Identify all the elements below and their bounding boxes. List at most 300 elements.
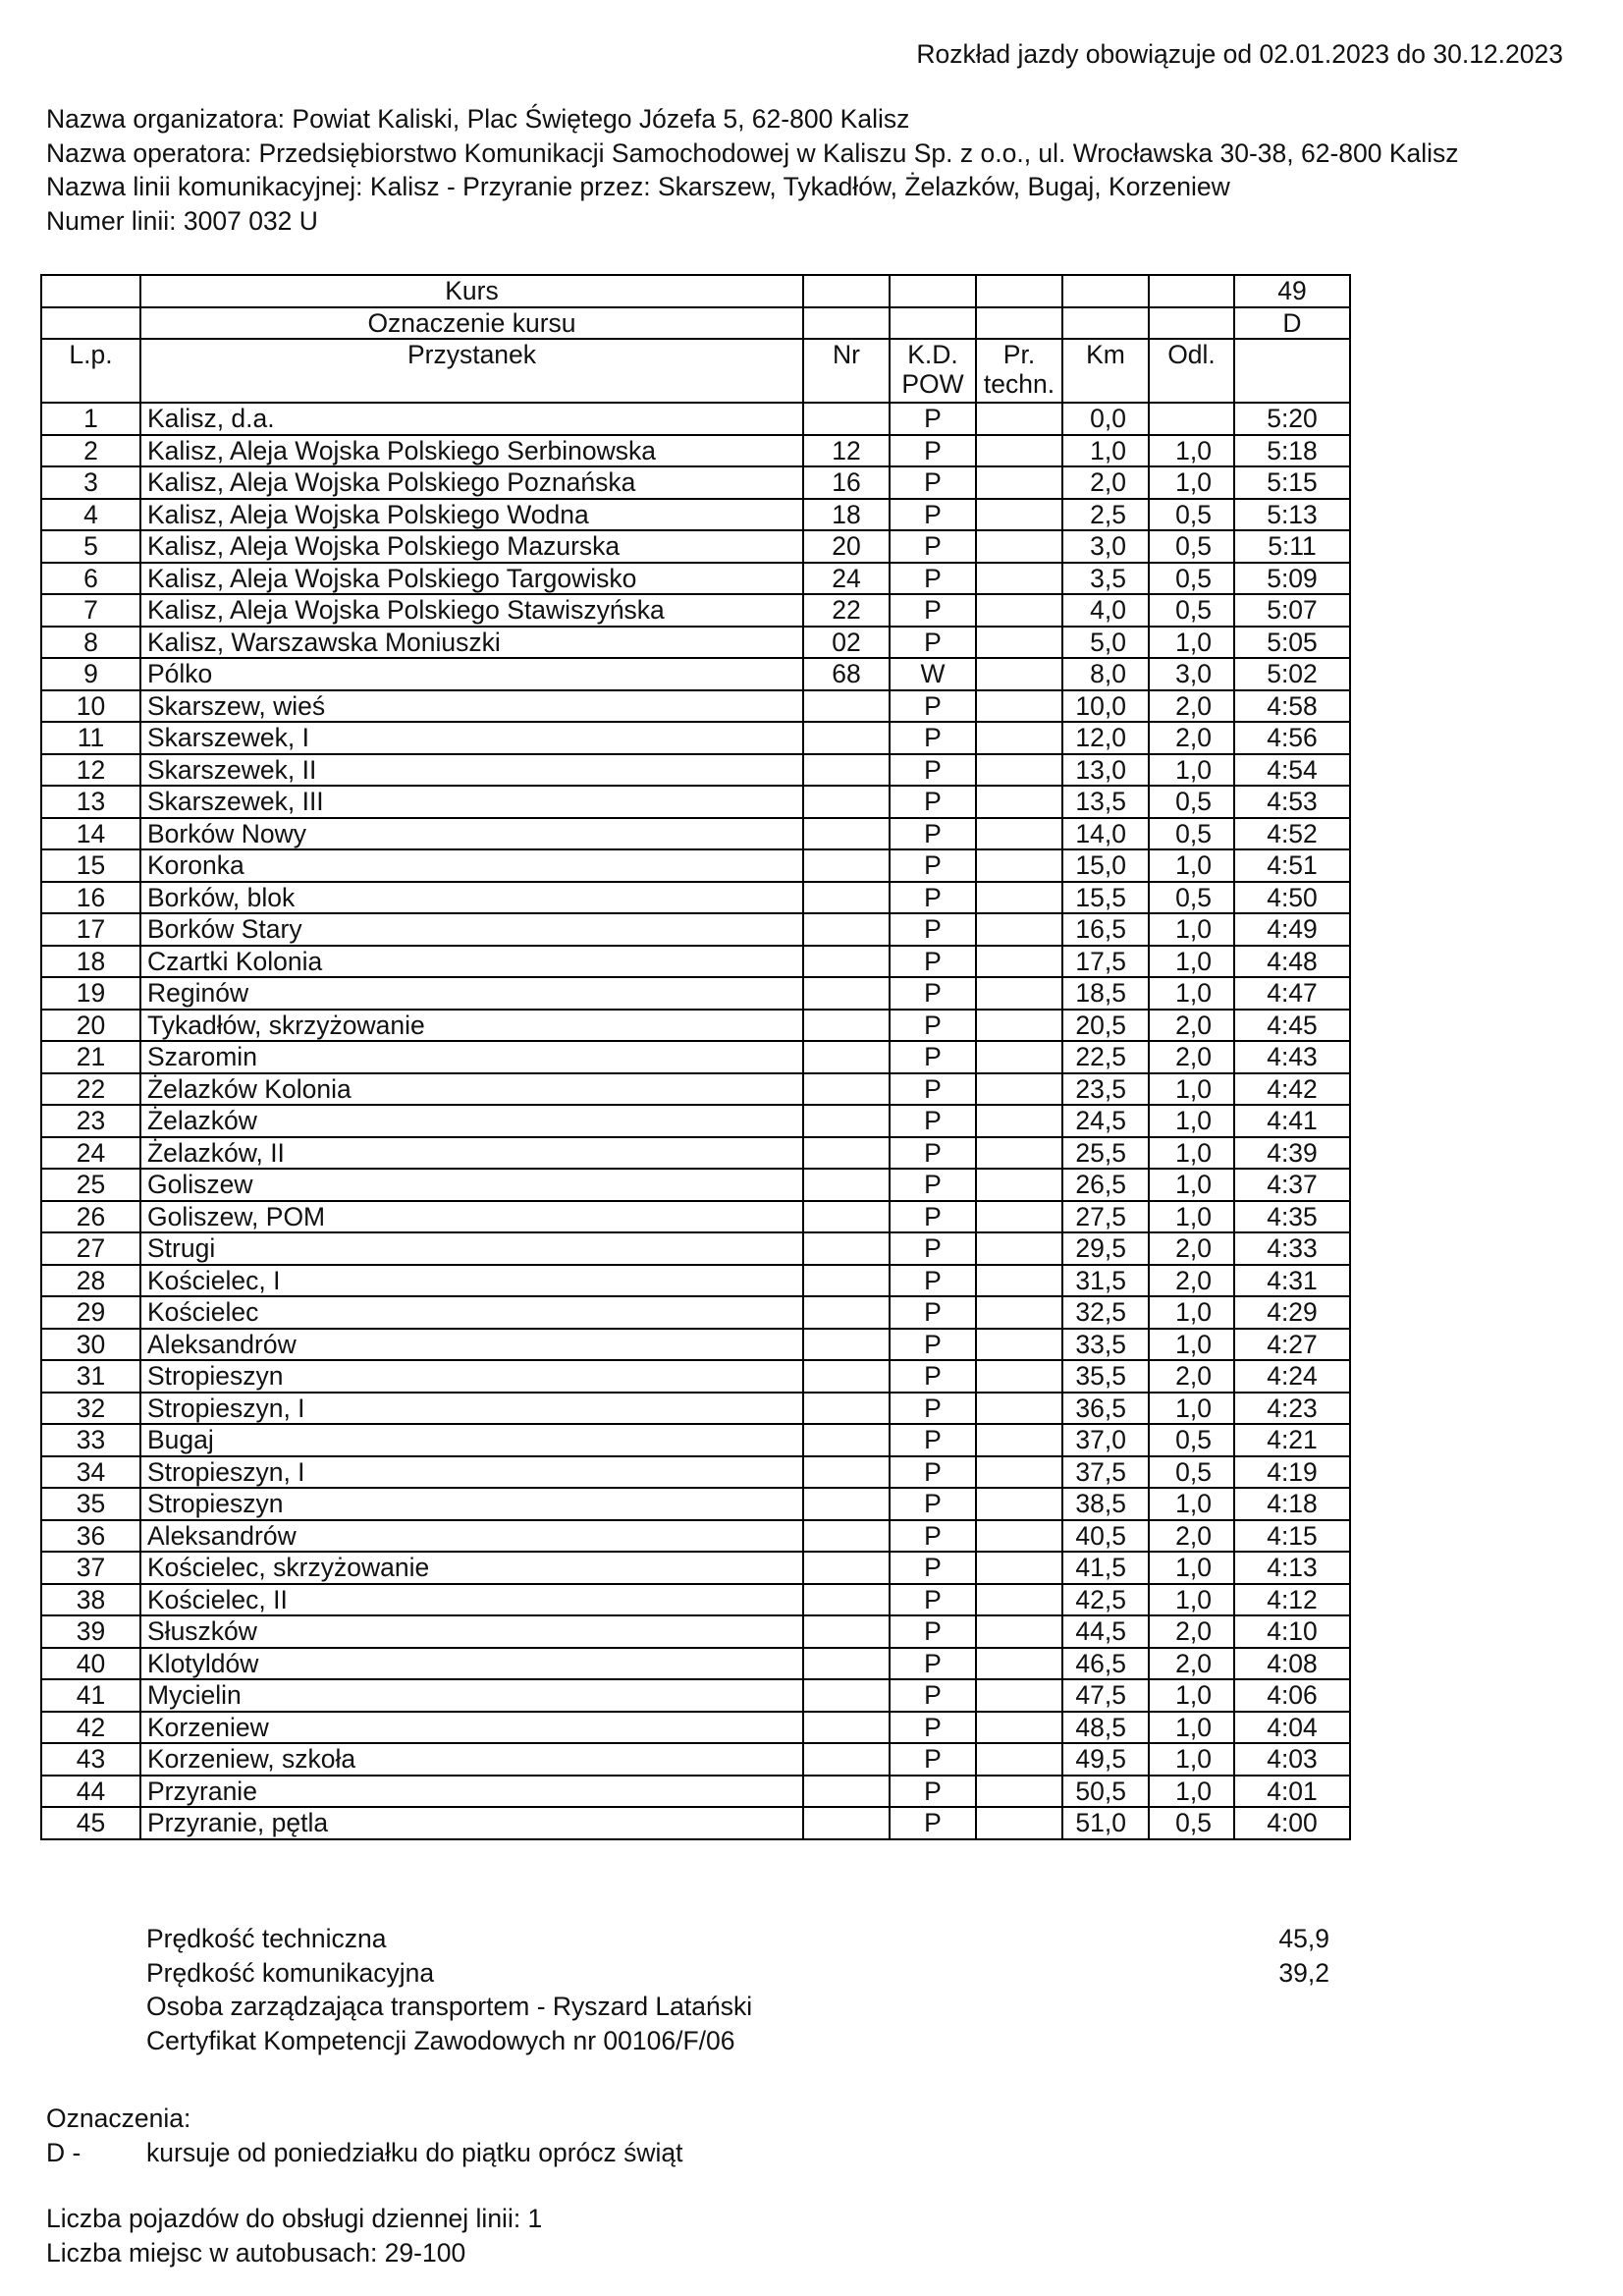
stop-lp: 6 — [41, 563, 140, 595]
stop-nr — [803, 1296, 890, 1329]
stop-pr — [976, 658, 1062, 690]
stop-lp: 36 — [41, 1520, 140, 1553]
stop-time: 5:11 — [1234, 530, 1350, 563]
stop-time: 4:41 — [1234, 1105, 1350, 1137]
stop-kd: P — [890, 1393, 976, 1425]
stop-pr — [976, 1776, 1062, 1808]
stop-pr — [976, 786, 1062, 818]
stop-kd: P — [890, 818, 976, 850]
stop-km: 16,5 — [1062, 913, 1149, 946]
stop-odl: 1,0 — [1149, 977, 1234, 1010]
stop-lp: 39 — [41, 1615, 140, 1648]
stop-name: Bugaj — [140, 1424, 803, 1456]
stop-odl: 1,0 — [1149, 849, 1234, 882]
stop-lp: 28 — [41, 1265, 140, 1297]
col-kd-line2: POW — [901, 369, 964, 399]
stop-odl: 2,0 — [1149, 1615, 1234, 1648]
stop-pr — [976, 1010, 1062, 1042]
stop-km: 27,5 — [1062, 1201, 1149, 1233]
stop-odl: 2,0 — [1149, 1520, 1234, 1553]
stop-pr — [976, 754, 1062, 787]
stop-time: 4:31 — [1234, 1265, 1350, 1297]
stop-nr: 02 — [803, 627, 890, 659]
col-odl-header: Odl. — [1149, 339, 1234, 403]
table-row — [41, 627, 1350, 659]
stop-nr: 68 — [803, 658, 890, 690]
stop-kd: P — [890, 1424, 976, 1456]
table-row — [41, 1776, 1350, 1808]
stop-odl: 2,0 — [1149, 722, 1234, 754]
stop-time: 5:18 — [1234, 435, 1350, 467]
stop-lp: 21 — [41, 1041, 140, 1073]
stop-lp: 15 — [41, 849, 140, 882]
stop-kd: P — [890, 435, 976, 467]
tech-speed-value: 45,9 — [1278, 1924, 1329, 1953]
stop-kd: P — [890, 1137, 976, 1170]
stop-kd: P — [890, 1073, 976, 1106]
stop-time: 5:20 — [1234, 403, 1350, 435]
stop-kd: P — [890, 1679, 976, 1712]
stop-name: Aleksandrów — [140, 1329, 803, 1361]
table-row — [41, 1456, 1350, 1489]
stop-pr — [976, 1169, 1062, 1201]
table-row — [41, 1424, 1350, 1456]
table-row — [41, 882, 1350, 914]
stop-nr — [803, 1648, 890, 1680]
stop-km: 29,5 — [1062, 1232, 1149, 1265]
stop-name: Kościelec, skrzyżowanie — [140, 1552, 803, 1584]
stop-odl: 0,5 — [1149, 1456, 1234, 1489]
col-pr-line2: techn. — [983, 369, 1055, 399]
stop-time: 4:58 — [1234, 690, 1350, 723]
stop-kd: P — [890, 1232, 976, 1265]
table-row — [41, 1648, 1350, 1680]
stop-name: Tykadłów, skrzyżowanie — [140, 1010, 803, 1042]
stop-time: 4:52 — [1234, 818, 1350, 850]
stop-odl: 0,5 — [1149, 818, 1234, 850]
stop-km: 3,0 — [1062, 530, 1149, 563]
stop-lp: 11 — [41, 722, 140, 754]
stop-nr — [803, 1073, 890, 1106]
stop-odl: 1,0 — [1149, 946, 1234, 978]
stop-lp: 31 — [41, 1360, 140, 1393]
stop-km: 44,5 — [1062, 1615, 1149, 1648]
stop-lp: 26 — [41, 1201, 140, 1233]
stop-time: 4:33 — [1234, 1232, 1350, 1265]
stop-km: 18,5 — [1062, 977, 1149, 1010]
table-row — [41, 818, 1350, 850]
stop-time: 4:50 — [1234, 882, 1350, 914]
stop-kd: P — [890, 1584, 976, 1616]
stop-lp: 19 — [41, 977, 140, 1010]
stop-nr — [803, 1169, 890, 1201]
stop-name: Kalisz, Aleja Wojska Polskiego Stawiszyńska — [140, 594, 803, 627]
table-row — [41, 1584, 1350, 1616]
stop-kd: P — [890, 1807, 976, 1839]
stop-nr — [803, 1807, 890, 1839]
stop-pr — [976, 530, 1062, 563]
stop-lp: 22 — [41, 1073, 140, 1106]
stop-kd: P — [890, 1488, 976, 1520]
stop-km: 13,5 — [1062, 786, 1149, 818]
stop-time: 4:04 — [1234, 1712, 1350, 1744]
stop-odl — [1149, 403, 1234, 435]
certificate: Certyfikat Kompetencji Zawodowych nr 00106/F/06 — [146, 2025, 735, 2055]
stop-kd: P — [890, 1456, 976, 1489]
stop-km: 51,0 — [1062, 1807, 1149, 1839]
stop-odl: 1,0 — [1149, 754, 1234, 787]
oznaczenie-value: D — [1234, 307, 1350, 340]
markings — [46, 2102, 683, 2169]
stop-kd: P — [890, 1552, 976, 1584]
stop-odl: 2,0 — [1149, 1010, 1234, 1042]
stop-km: 38,5 — [1062, 1488, 1149, 1520]
stop-pr — [976, 1265, 1062, 1297]
oznaczenie-row — [41, 307, 1350, 340]
stop-name: Żelazków, II — [140, 1137, 803, 1170]
stop-time: 4:43 — [1234, 1041, 1350, 1073]
stop-kd: P — [890, 849, 976, 882]
stop-km: 15,5 — [1062, 882, 1149, 914]
tech-speed-label: Prędkość techniczna — [146, 1924, 387, 1953]
stop-name: Korzeniew, szkoła — [140, 1743, 803, 1776]
stop-pr — [976, 977, 1062, 1010]
kurs-label: Kurs — [140, 275, 803, 307]
stop-nr — [803, 1584, 890, 1616]
fleet-info — [46, 2202, 542, 2269]
stop-name: Klotyldów — [140, 1648, 803, 1680]
stop-nr — [803, 1679, 890, 1712]
stop-km: 40,5 — [1062, 1520, 1149, 1553]
table-row — [41, 1169, 1350, 1201]
stop-km: 20,5 — [1062, 1010, 1149, 1042]
stop-km: 36,5 — [1062, 1393, 1149, 1425]
table-row — [41, 1232, 1350, 1265]
stop-nr: 22 — [803, 594, 890, 627]
stop-time: 4:42 — [1234, 1073, 1350, 1106]
stop-km: 0,0 — [1062, 403, 1149, 435]
table-row — [41, 1488, 1350, 1520]
stop-time: 5:13 — [1234, 499, 1350, 531]
stop-nr — [803, 1329, 890, 1361]
stop-km: 3,5 — [1062, 563, 1149, 595]
stop-nr — [803, 913, 890, 946]
stop-km: 49,5 — [1062, 1743, 1149, 1776]
table-row — [41, 499, 1350, 531]
kurs-row — [41, 275, 1350, 307]
stop-odl: 1,0 — [1149, 1679, 1234, 1712]
table-row — [41, 466, 1350, 499]
stop-name: Kalisz, Aleja Wojska Polskiego Mazurska — [140, 530, 803, 563]
stop-time: 5:05 — [1234, 627, 1350, 659]
stop-lp: 24 — [41, 1137, 140, 1170]
stop-name: Goliszew — [140, 1169, 803, 1201]
table-row — [41, 849, 1350, 882]
stop-kd: P — [890, 499, 976, 531]
stop-kd: P — [890, 1776, 976, 1808]
stop-km: 10,0 — [1062, 690, 1149, 723]
stop-odl: 1,0 — [1149, 466, 1234, 499]
stop-lp: 12 — [41, 754, 140, 787]
stop-kd: P — [890, 530, 976, 563]
comm-speed-label: Prędkość komunikacyjna — [146, 1957, 435, 1988]
stop-name: Stropieszyn, I — [140, 1456, 803, 1489]
stop-km: 13,0 — [1062, 754, 1149, 787]
operator-line: Nazwa operatora: Przedsiębiorstwo Komunikacji Samochodowej w Kaliszu Sp. z o.o., ul. Wrocławska 30-38, 62-800 Kalisz — [46, 137, 1459, 168]
stop-nr — [803, 690, 890, 723]
stop-lp: 42 — [41, 1712, 140, 1744]
table-row — [41, 722, 1350, 754]
stop-time: 4:49 — [1234, 913, 1350, 946]
stop-name: Goliszew, POM — [140, 1201, 803, 1233]
stop-name: Słuszków — [140, 1615, 803, 1648]
stop-lp: 17 — [41, 913, 140, 946]
stop-name: Strugi — [140, 1232, 803, 1265]
stop-lp: 13 — [41, 786, 140, 818]
table-row — [41, 1712, 1350, 1744]
stop-lp: 40 — [41, 1648, 140, 1680]
stop-odl: 1,0 — [1149, 1073, 1234, 1106]
stop-time: 5:09 — [1234, 563, 1350, 595]
stop-lp: 35 — [41, 1488, 140, 1520]
stop-pr — [976, 1552, 1062, 1584]
stop-name: Żelazków Kolonia — [140, 1073, 803, 1106]
stop-lp: 3 — [41, 466, 140, 499]
stop-pr — [976, 1329, 1062, 1361]
stop-km: 35,5 — [1062, 1360, 1149, 1393]
stop-kd: P — [890, 1105, 976, 1137]
footer-values — [1267, 1922, 1329, 1990]
table-row — [41, 1807, 1350, 1839]
stop-km: 22,5 — [1062, 1041, 1149, 1073]
stop-odl: 1,0 — [1149, 1393, 1234, 1425]
table-row — [41, 1743, 1350, 1776]
stop-name: Borków Nowy — [140, 818, 803, 850]
stop-name: Stropieszyn — [140, 1488, 803, 1520]
stop-odl: 1,0 — [1149, 1329, 1234, 1361]
col-pr-header — [976, 339, 1062, 403]
stop-kd: P — [890, 1648, 976, 1680]
stop-odl: 1,0 — [1149, 913, 1234, 946]
stop-kd: P — [890, 882, 976, 914]
table-row — [41, 1296, 1350, 1329]
stop-km: 42,5 — [1062, 1584, 1149, 1616]
stop-time: 5:15 — [1234, 466, 1350, 499]
stop-odl: 1,0 — [1149, 1552, 1234, 1584]
stop-kd: P — [890, 722, 976, 754]
stop-odl: 0,5 — [1149, 594, 1234, 627]
stop-lp: 34 — [41, 1456, 140, 1489]
col-lp-header: L.p. — [41, 339, 140, 403]
stop-lp: 9 — [41, 658, 140, 690]
stop-pr — [976, 1137, 1062, 1170]
stop-nr — [803, 1041, 890, 1073]
stop-odl: 0,5 — [1149, 1424, 1234, 1456]
stop-pr — [976, 946, 1062, 978]
stop-km: 48,5 — [1062, 1712, 1149, 1744]
stop-km: 15,0 — [1062, 849, 1149, 882]
stop-name: Koronka — [140, 849, 803, 882]
stop-pr — [976, 1105, 1062, 1137]
stop-lp: 1 — [41, 403, 140, 435]
stop-pr — [976, 1296, 1062, 1329]
stop-time: 4:03 — [1234, 1743, 1350, 1776]
oznaczenie-label: Oznaczenie kursu — [140, 307, 803, 340]
stop-odl: 1,0 — [1149, 1137, 1234, 1170]
stop-lp: 41 — [41, 1679, 140, 1712]
stop-name: Żelazków — [140, 1105, 803, 1137]
stop-pr — [976, 913, 1062, 946]
stop-odl: 1,0 — [1149, 627, 1234, 659]
stop-lp: 23 — [41, 1105, 140, 1137]
stop-nr — [803, 1424, 890, 1456]
stop-name: Mycielin — [140, 1679, 803, 1712]
stop-km: 41,5 — [1062, 1552, 1149, 1584]
stop-lp: 2 — [41, 435, 140, 467]
table-row — [41, 530, 1350, 563]
stop-pr — [976, 499, 1062, 531]
stop-km: 5,0 — [1062, 627, 1149, 659]
stop-kd: P — [890, 563, 976, 595]
stop-nr — [803, 1360, 890, 1393]
table-row — [41, 563, 1350, 595]
stop-odl: 0,5 — [1149, 1807, 1234, 1839]
stop-odl: 1,0 — [1149, 1105, 1234, 1137]
stop-kd: P — [890, 1041, 976, 1073]
stop-name: Kalisz, Aleja Wojska Polskiego Wodna — [140, 499, 803, 531]
document-header — [46, 102, 1459, 238]
stop-pr — [976, 690, 1062, 723]
stop-pr — [976, 1424, 1062, 1456]
stop-pr — [976, 722, 1062, 754]
stop-odl: 1,0 — [1149, 1169, 1234, 1201]
stop-odl: 1,0 — [1149, 1201, 1234, 1233]
stop-name: Kościelec, II — [140, 1584, 803, 1616]
table-row — [41, 435, 1350, 467]
stop-kd: P — [890, 1360, 976, 1393]
stop-name: Kalisz, d.a. — [140, 403, 803, 435]
stop-pr — [976, 466, 1062, 499]
stop-pr — [976, 818, 1062, 850]
table-row — [41, 786, 1350, 818]
table-row — [41, 754, 1350, 787]
stop-lp: 7 — [41, 594, 140, 627]
stop-lp: 4 — [41, 499, 140, 531]
stop-name: Borków Stary — [140, 913, 803, 946]
col-km-header: Km — [1062, 339, 1149, 403]
stop-pr — [976, 1679, 1062, 1712]
stop-nr: 18 — [803, 499, 890, 531]
table-row — [41, 1615, 1350, 1648]
stop-km: 2,0 — [1062, 466, 1149, 499]
stop-time: 4:23 — [1234, 1393, 1350, 1425]
stop-kd: P — [890, 1169, 976, 1201]
stop-odl: 3,0 — [1149, 658, 1234, 690]
stop-pr — [976, 1456, 1062, 1489]
seats-count: Liczba miejsc w autobusach: 29-100 — [46, 2237, 466, 2268]
stop-nr — [803, 977, 890, 1010]
stop-pr — [976, 1807, 1062, 1839]
stop-kd: P — [890, 977, 976, 1010]
stop-km: 31,5 — [1062, 1265, 1149, 1297]
marking-desc: kursuje od poniedziałku do piątku oprócz świąt — [146, 2137, 683, 2167]
stop-nr — [803, 1010, 890, 1042]
stop-time: 4:01 — [1234, 1776, 1350, 1808]
stop-kd: P — [890, 594, 976, 627]
stop-name: Stropieszyn — [140, 1360, 803, 1393]
stop-nr: 24 — [803, 563, 890, 595]
stop-time: 4:37 — [1234, 1169, 1350, 1201]
stop-kd: P — [890, 1201, 976, 1233]
stop-nr — [803, 946, 890, 978]
col-kd-line1: K.D. — [907, 340, 958, 369]
stop-odl: 1,0 — [1149, 1743, 1234, 1776]
stop-pr — [976, 594, 1062, 627]
stop-name: Korzeniew — [140, 1712, 803, 1744]
stop-pr — [976, 435, 1062, 467]
stop-odl: 2,0 — [1149, 1360, 1234, 1393]
stop-pr — [976, 1648, 1062, 1680]
stop-nr — [803, 1232, 890, 1265]
stop-pr — [976, 1041, 1062, 1073]
stop-time: 4:08 — [1234, 1648, 1350, 1680]
stop-time: 4:15 — [1234, 1520, 1350, 1553]
stop-km: 4,0 — [1062, 594, 1149, 627]
col-kd-header — [890, 339, 976, 403]
table-row — [41, 1105, 1350, 1137]
stop-time: 4:18 — [1234, 1488, 1350, 1520]
stop-km: 24,5 — [1062, 1105, 1149, 1137]
stop-lp: 37 — [41, 1552, 140, 1584]
table-row — [41, 1552, 1350, 1584]
stop-odl: 0,5 — [1149, 499, 1234, 531]
stop-lp: 44 — [41, 1776, 140, 1808]
marking-item — [46, 2136, 683, 2170]
stop-time: 4:19 — [1234, 1456, 1350, 1489]
vehicles-count: Liczba pojazdów do obsługi dziennej linii: 1 — [46, 2204, 543, 2233]
stop-kd: P — [890, 1712, 976, 1744]
stop-km: 8,0 — [1062, 658, 1149, 690]
stop-km: 17,5 — [1062, 946, 1149, 978]
stop-odl: 2,0 — [1149, 690, 1234, 723]
marking-code: D - — [46, 2137, 81, 2167]
stop-km: 50,5 — [1062, 1776, 1149, 1808]
stop-pr — [976, 1488, 1062, 1520]
stop-kd: P — [890, 913, 976, 946]
stop-kd: P — [890, 1520, 976, 1553]
stop-kd: P — [890, 1329, 976, 1361]
stop-name: Kościelec — [140, 1296, 803, 1329]
stop-name: Kalisz, Aleja Wojska Polskiego Poznańska — [140, 466, 803, 499]
stop-pr — [976, 1584, 1062, 1616]
stop-time: 4:39 — [1234, 1137, 1350, 1170]
stop-pr — [976, 849, 1062, 882]
stop-nr — [803, 818, 890, 850]
stop-nr: 12 — [803, 435, 890, 467]
stop-name: Szaromin — [140, 1041, 803, 1073]
stop-time: 4:35 — [1234, 1201, 1350, 1233]
stop-odl: 2,0 — [1149, 1232, 1234, 1265]
stop-kd: P — [890, 627, 976, 659]
table-row — [41, 1073, 1350, 1106]
stop-time: 5:02 — [1234, 658, 1350, 690]
stop-odl: 1,0 — [1149, 1712, 1234, 1744]
stop-kd: P — [890, 786, 976, 818]
stop-nr: 20 — [803, 530, 890, 563]
stop-name: Stropieszyn, I — [140, 1393, 803, 1425]
stop-odl: 1,0 — [1149, 1296, 1234, 1329]
stop-kd: W — [890, 658, 976, 690]
